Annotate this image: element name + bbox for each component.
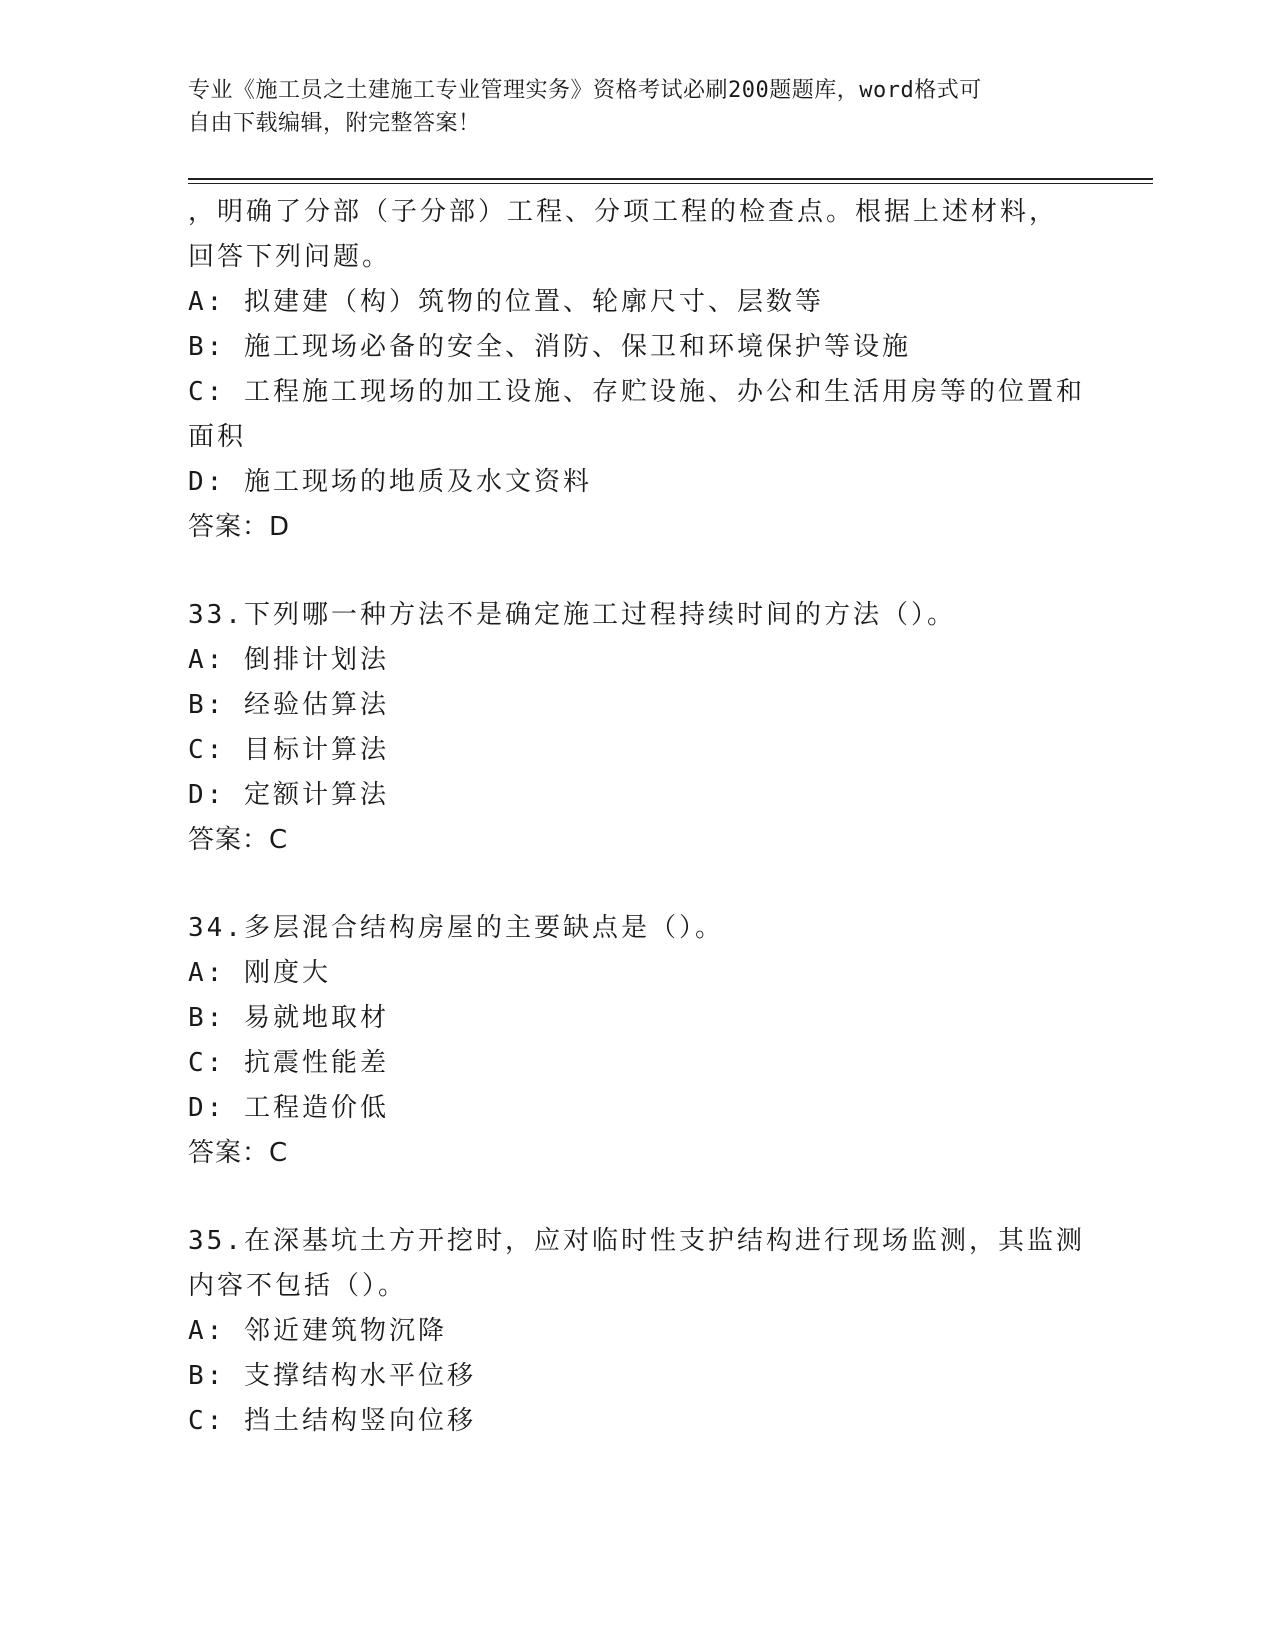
answer-line: 答案：C bbox=[188, 1138, 289, 1168]
question-block-35 bbox=[188, 1219, 1088, 1444]
option-a: A: 倒排计划法 bbox=[188, 645, 389, 675]
option-b: B: 经验估算法 bbox=[188, 690, 389, 720]
option-a: A: 刚度大 bbox=[188, 958, 331, 988]
option-b: B: 支撑结构水平位移 bbox=[188, 1361, 476, 1391]
option-c: C: 抗震性能差 bbox=[188, 1048, 389, 1078]
option-c: C: 工程施工现场的加工设施、存贮设施、办公和生活用房等的位置和 bbox=[188, 377, 1085, 407]
question-stem: 34.多层混合结构房屋的主要缺点是（）。 bbox=[188, 913, 724, 943]
question-stem: 内容不包括（）。 bbox=[188, 1271, 408, 1301]
document-header bbox=[188, 74, 1068, 140]
question-stem: 35.在深基坑土方开挖时，应对临时性支护结构进行现场监测，其监测 bbox=[188, 1226, 1085, 1256]
header-rule-thick bbox=[188, 178, 1153, 180]
option-a: A: 拟建建（构）筑物的位置、轮廓尺寸、层数等 bbox=[188, 287, 824, 317]
option-c: C: 目标计算法 bbox=[188, 735, 389, 765]
question-block-prev bbox=[188, 190, 1088, 550]
question-block-34 bbox=[188, 906, 1088, 1176]
header-line-2: 自由下载编辑，附完整答案！ bbox=[188, 111, 481, 136]
option-d: D: 施工现场的地质及水文资料 bbox=[188, 467, 592, 497]
option-d: D: 定额计算法 bbox=[188, 780, 389, 810]
header-line-1: 专业《施工员之土建施工专业管理实务》资格考试必刷200题题库，word格式可 bbox=[188, 78, 982, 103]
question-list bbox=[188, 190, 1088, 1444]
question-stem: ，明确了分部（子分部）工程、分项工程的检查点。根据上述材料， bbox=[188, 197, 1059, 227]
answer-line: 答案：C bbox=[188, 825, 289, 855]
option-d: D: 工程造价低 bbox=[188, 1093, 389, 1123]
option-b: B: 施工现场必备的安全、消防、保卫和环境保护等设施 bbox=[188, 332, 911, 362]
header-rule-thin bbox=[188, 183, 1153, 184]
option-b: B: 易就地取材 bbox=[188, 1003, 389, 1033]
question-block-33 bbox=[188, 593, 1088, 863]
answer-line: 答案：D bbox=[188, 512, 291, 542]
option-c: C: 挡土结构竖向位移 bbox=[188, 1406, 476, 1436]
question-stem: 33.下列哪一种方法不是确定施工过程持续时间的方法（）。 bbox=[188, 600, 956, 630]
option-a: A: 邻近建筑物沉降 bbox=[188, 1316, 447, 1346]
option-c-continued: 面积 bbox=[188, 422, 247, 452]
question-stem: 回答下列问题。 bbox=[188, 242, 392, 272]
